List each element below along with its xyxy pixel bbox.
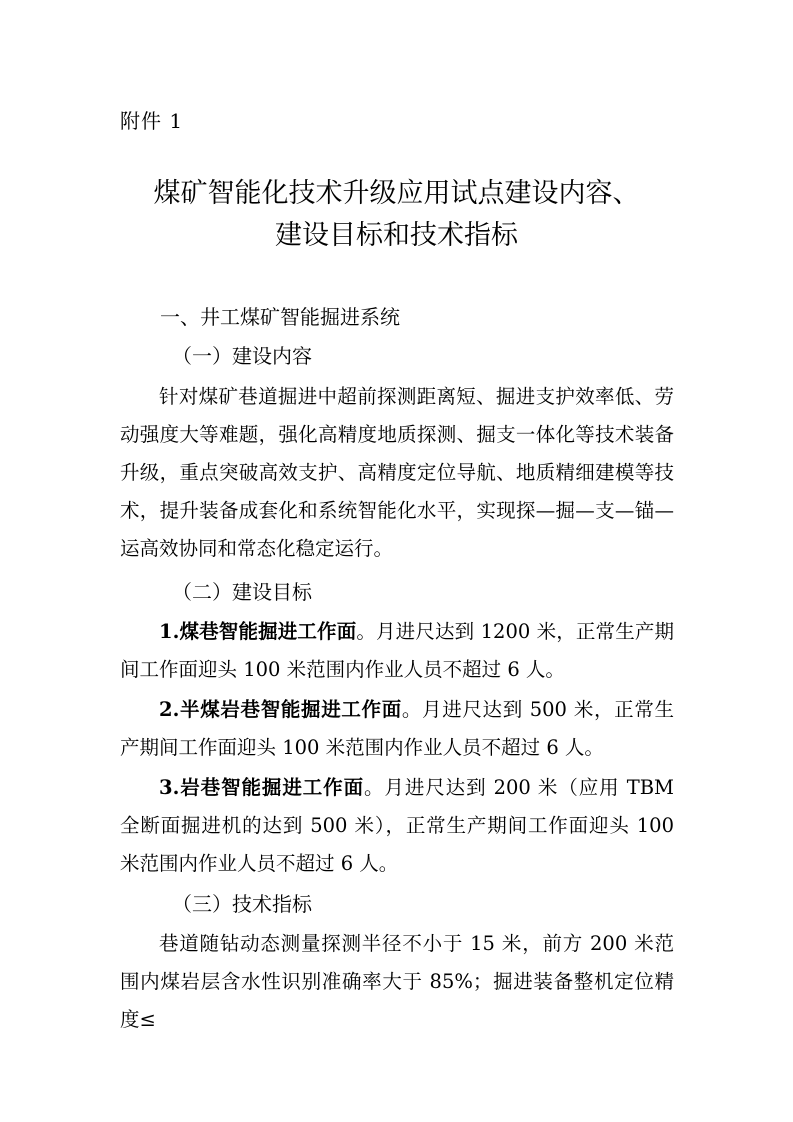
document-title-line-2: 建设目标和技术指标 <box>275 220 518 251</box>
goal-item-3-title: 3.岩巷智能掘进工作面 <box>159 776 364 799</box>
goal-item-3 <box>120 769 674 883</box>
subsection-heading-indicators: （三）技术指标 <box>172 892 312 916</box>
subsection-heading-goals: （二）建设目标 <box>172 580 312 604</box>
goal-item-2-title: 2.半煤岩巷智能掘进工作面 <box>159 698 402 721</box>
section-heading: 一、井工煤矿智能掘进系统 <box>160 305 400 329</box>
indicators-paragraph: 巷道随钻动态测量探测半径不小于 15 米，前方 200 米范围内煤岩层含水性识别准确率大于 85%；掘进装备整机定位精度≤ <box>120 932 674 1031</box>
goal-item-3-text: 。月进尺达到 200 米（应用 TBM 全断面掘进机的达到 500 米），正常生产期间工作面迎头 100 米范围内作业人员不超过 6 人。 <box>120 776 674 875</box>
subsection-heading-content: （一）建设内容 <box>172 344 312 368</box>
goal-item-2-text: 。月进尺达到 500 米，正常生产期间工作面迎头 100 米范围内作业人员不超过 6 人。 <box>120 698 674 759</box>
goal-item-2 <box>120 691 674 767</box>
goal-item-1 <box>120 613 674 689</box>
content-paragraph: 针对煤矿巷道掘进中超前探测距离短、掘进支护效率低、劳动强度大等难题，强化高精度地质探测、掘支一体化等技术装备升级，重点突破高效支护、高精度定位导航、地质精细建模等技术，提升装备成套化和系统智能化水平，实现探—掘—支—锚—运高效协同和常态化稳定运行。 <box>120 385 674 560</box>
attachment-label: 附件 1 <box>120 109 184 133</box>
goal-item-1-text: 。月进尺达到 1200 米，正常生产期间工作面迎头 100 米范围内作业人员不超过 6 人。 <box>120 620 675 681</box>
document-title-line-1: 煤矿智能化技术升级应用试点建设内容、 <box>153 178 640 209</box>
goal-item-1-title: 1.煤巷智能掘进工作面 <box>159 620 357 643</box>
